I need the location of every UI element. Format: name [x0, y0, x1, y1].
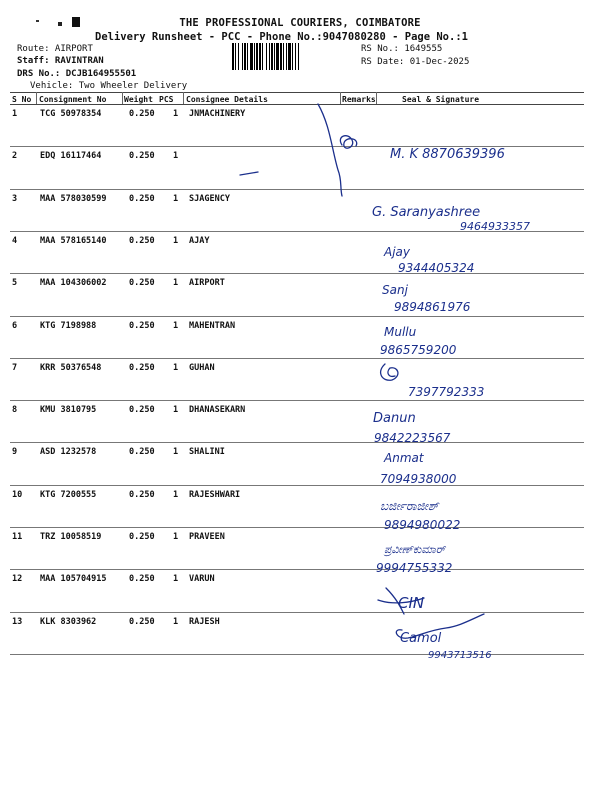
row-consignment-no: KMU 3810795: [40, 405, 97, 415]
row-sno: 6: [12, 321, 18, 331]
row-consignment-no: MAA 104306002: [40, 278, 107, 288]
signature-row-8-name: Danun: [373, 411, 416, 426]
col-header-weight: Weight: [124, 95, 153, 104]
dash-mark: [240, 172, 258, 175]
row-consignment-no: MAA 578030599: [40, 194, 107, 204]
vehicle-label: Vehicle: Two Wheeler Delivery: [30, 81, 188, 91]
row-sno: 12: [12, 574, 23, 584]
signature-row-2: M. K 8870639396: [390, 147, 505, 162]
signature-row-6-name: Mullu: [384, 325, 417, 339]
row-consignee: PRAVEEN: [189, 532, 225, 542]
row-weight: 0.250: [129, 278, 155, 288]
row-sno: 5: [12, 278, 18, 288]
row-weight: 0.250: [129, 109, 155, 119]
signature-row-3-phone: 9464933357: [460, 220, 530, 233]
document-subtitle: Delivery Runsheet - PCC - Phone No.:9047080280 - Page No.:1: [95, 31, 468, 43]
signature-row-10-name: ಬರ್ಜೀರಾಜೀಶ್: [380, 499, 439, 513]
row-consignee: DHANASEKARN: [189, 405, 246, 415]
row-consignee: GUHAN: [189, 363, 215, 373]
signature-row-6-phone: 9865759200: [380, 343, 457, 357]
col-header-pcs: PCS: [159, 95, 174, 104]
row-sno: 9: [12, 447, 18, 457]
row-weight: 0.250: [129, 194, 155, 204]
row-weight: 0.250: [129, 447, 155, 457]
row-pcs: 1: [173, 236, 179, 246]
signature-row-13-phone: 9943713516: [428, 650, 492, 661]
row-consignment-no: KRR 50376548: [40, 363, 102, 373]
row-pcs: 1: [173, 109, 179, 119]
rs-date: RS Date: 01-Dec-2025: [361, 57, 470, 67]
row-sno: 3: [12, 194, 18, 204]
signature-row-5-phone: 9894861976: [394, 300, 471, 314]
col-header-consignment: Consignment No: [39, 95, 107, 104]
row-consignment-no: KTG 7200555: [40, 490, 97, 500]
row-consignee: AIRPORT: [189, 278, 225, 288]
document-title: THE PROFESSIONAL COURIERS, COIMBATORE: [179, 17, 421, 29]
col-header-remarks: Remarks: [342, 95, 376, 104]
row-consignee: SJAGENCY: [189, 194, 230, 204]
signature-row-4-name: Ajay: [384, 245, 410, 259]
signature-row-9-name: Anmat: [384, 451, 424, 465]
signature-row-13-name: Camol: [400, 631, 442, 646]
row-weight: 0.250: [129, 363, 155, 373]
row-consignment-no: KLK 8303962: [40, 617, 97, 627]
row-pcs: 1: [173, 363, 179, 373]
row-sno: 7: [12, 363, 18, 373]
row-sno: 8: [12, 405, 18, 415]
row-consignment-no: MAA 578165140: [40, 236, 107, 246]
row-weight: 0.250: [129, 405, 155, 415]
row-consignment-no: TCG 50978354: [40, 109, 102, 119]
row-pcs: 1: [173, 405, 179, 415]
row-weight: 0.250: [129, 151, 155, 161]
row-pcs: 1: [173, 194, 179, 204]
route-label: Route: AIRPORT: [17, 44, 93, 54]
signature-row-5-name: Sanj: [382, 283, 408, 297]
row-weight: 0.250: [129, 321, 155, 331]
row-weight: 0.250: [129, 574, 155, 584]
col-header-sno: S No: [12, 95, 32, 104]
signature-row-7-phone: 7397792333: [408, 385, 485, 399]
row-consignment-no: EDQ 16117464: [40, 151, 102, 161]
row-pcs: 1: [173, 447, 179, 457]
signature-row-11-phone: 9994755332: [376, 561, 453, 575]
signature-row-10-phone: 9894980022: [384, 518, 461, 532]
row-pcs: 1: [173, 617, 179, 627]
row-weight: 0.250: [129, 532, 155, 542]
signature-row-8-phone: 9842223567: [374, 431, 451, 445]
col-header-consignee: Consignee Details: [186, 95, 268, 104]
row-weight: 0.250: [129, 617, 155, 627]
row-pcs: 1: [173, 532, 179, 542]
row-consignee: RAJESH: [189, 617, 220, 627]
row-weight: 0.250: [129, 490, 155, 500]
row-consignee: AJAY: [189, 236, 210, 246]
staff-label: Staff: RAVINTRAN: [17, 56, 104, 66]
row-consignee: VARUN: [189, 574, 215, 584]
row-pcs: 1: [173, 490, 179, 500]
row-consignment-no: ASD 1232578: [40, 447, 97, 457]
signature-row-3-name: G. Saranyashree: [372, 205, 481, 220]
row-consignee: SHALINI: [189, 447, 225, 457]
signature-row-11-name: ಪ್ರವೀಣ್‌ಕುಮಾರ್: [384, 543, 446, 556]
row-consignment-no: KTG 7198988: [40, 321, 97, 331]
row-pcs: 1: [173, 151, 179, 161]
row-consignee: JNMACHINERY: [189, 109, 246, 119]
rs-number: RS No.: 1649555: [361, 44, 443, 54]
row-sno: 13: [12, 617, 23, 627]
row-sno: 2: [12, 151, 18, 161]
signature-row-4-phone: 9344405324: [398, 261, 475, 275]
row-consignee: MAHENTRAN: [189, 321, 236, 331]
signature-row-9-phone: 7094938000: [380, 472, 457, 486]
signature-loop: [381, 364, 398, 380]
row-sno: 1: [12, 109, 18, 119]
row-pcs: 1: [173, 321, 179, 331]
remarks-scribble: [318, 104, 342, 196]
row-pcs: 1: [173, 574, 179, 584]
row-consignment-no: MAA 105704915: [40, 574, 107, 584]
row-pcs: 1: [173, 278, 179, 288]
row-consignee: RAJESHWARI: [189, 490, 241, 500]
drs-label: DRS No.: DCJB164955501: [17, 69, 137, 79]
row-weight: 0.250: [129, 236, 155, 246]
row-consignment-no: TRZ 10058519: [40, 532, 102, 542]
signature-row-12: CIN: [398, 594, 425, 612]
col-header-seal: Seal & Signature: [402, 95, 480, 104]
row-sno: 10: [12, 490, 23, 500]
row-sno: 4: [12, 236, 18, 246]
row-sno: 11: [12, 532, 23, 542]
remarks-scribble: [340, 136, 356, 148]
